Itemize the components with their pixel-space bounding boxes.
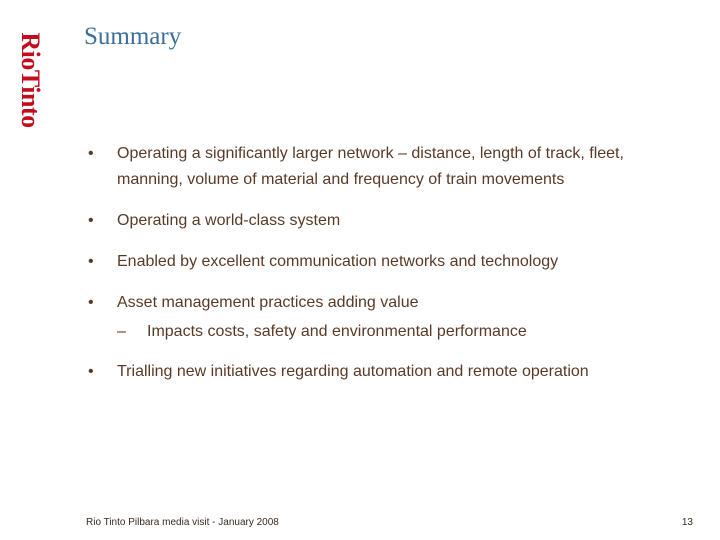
bullet-dot-icon: • <box>88 212 94 229</box>
slide-title: Summary <box>84 23 182 50</box>
bullet-item <box>88 208 688 234</box>
rio-tinto-logo <box>8 29 52 131</box>
dash-icon: – <box>117 323 126 340</box>
bullet-text: Asset management practices adding value <box>117 294 419 311</box>
sub-bullet-text: Impacts costs, safety and environmental performance <box>147 323 527 340</box>
bullet-item <box>88 290 688 344</box>
bullet-text: Operating a significantly larger network – distance, length of track, fleet, manning, volume of material and frequency of train movements <box>117 145 624 188</box>
logo-wordmark: RioTinto <box>16 32 45 128</box>
bullet-dot-icon: • <box>88 145 94 162</box>
bullet-text: Operating a world-class system <box>117 212 341 229</box>
bullet-dot-icon: • <box>88 253 94 270</box>
footer-caption: Rio Tinto Pilbara media visit - January 2008 <box>86 517 279 528</box>
bullet-item <box>88 141 688 193</box>
sub-bullet-list <box>117 320 688 344</box>
bullet-text: Trialling new initiatives regarding automation and remote operation <box>117 363 589 380</box>
bullet-dot-icon: • <box>88 363 94 380</box>
bullet-text: Enabled by excellent communication networks and technology <box>117 253 559 270</box>
bullet-list <box>88 141 688 400</box>
bullet-dot-icon: • <box>88 294 94 311</box>
page-number: 13 <box>681 517 693 528</box>
bullet-item <box>88 359 688 385</box>
sub-bullet-item <box>117 320 688 344</box>
bullet-item <box>88 249 688 275</box>
